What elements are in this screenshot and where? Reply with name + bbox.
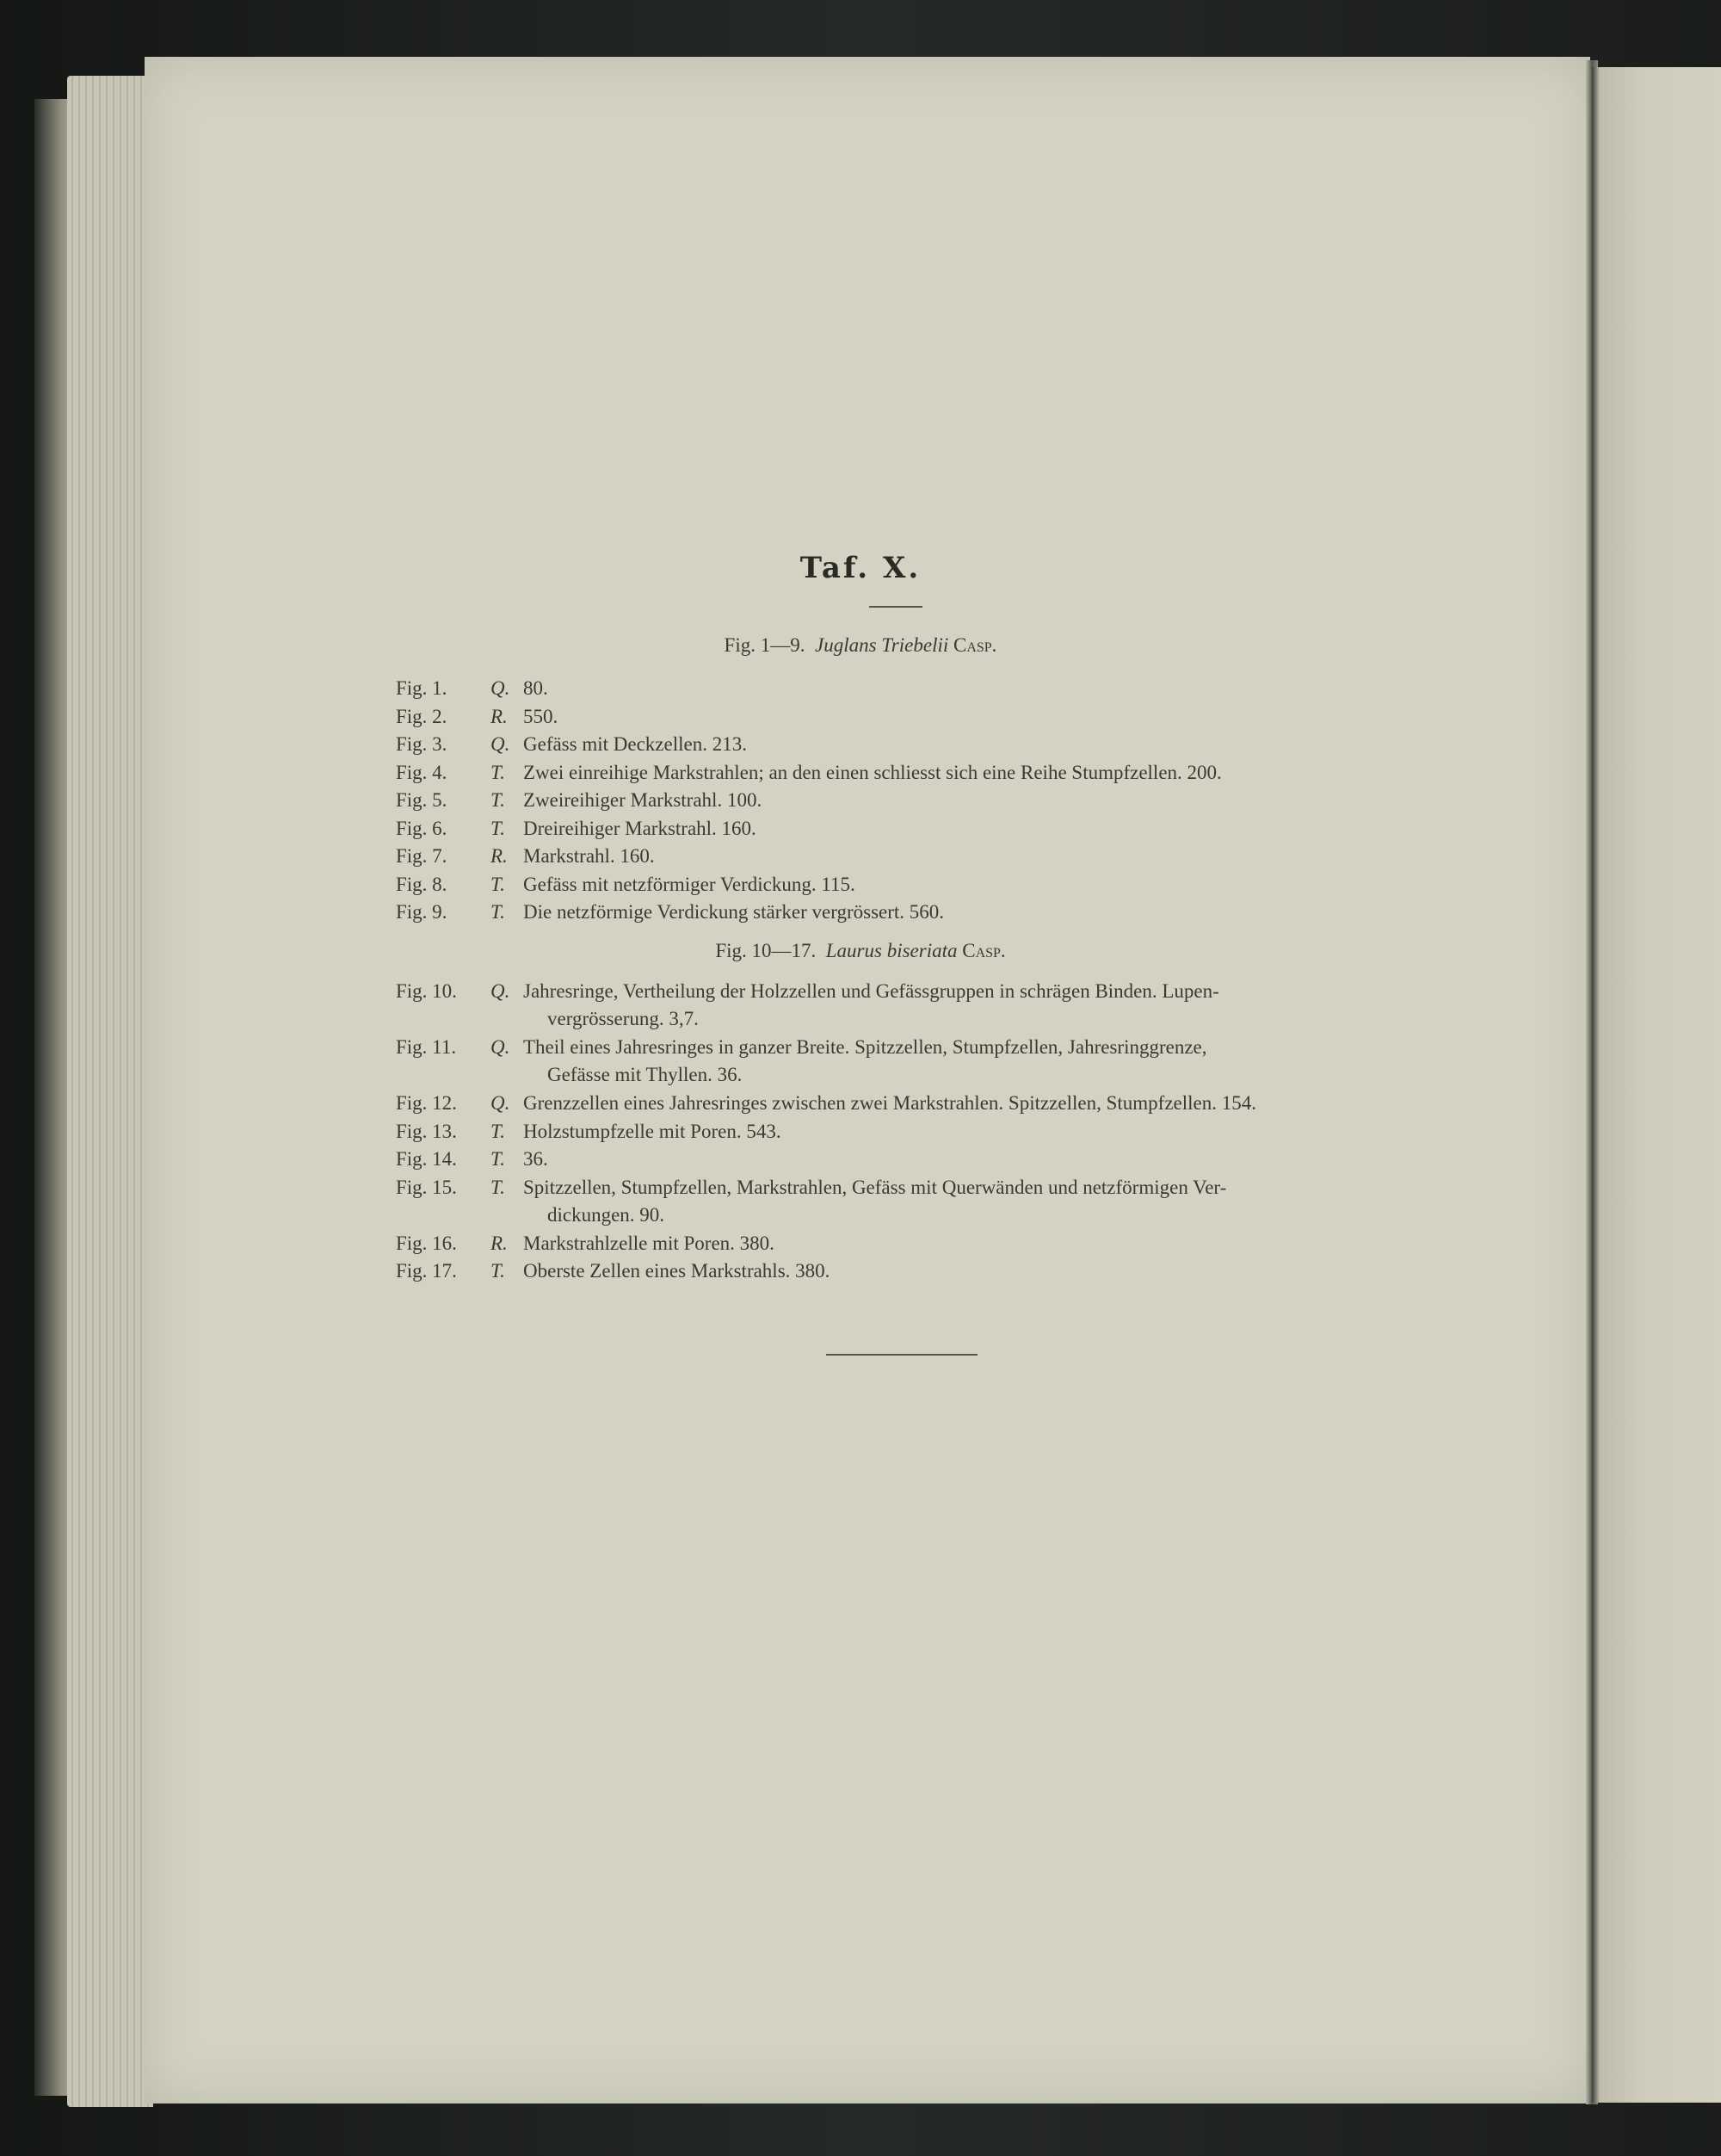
section-type: R. <box>490 845 508 867</box>
description-continuation: dickungen. 90. <box>547 1203 665 1226</box>
description-line: Oberste Zellen eines Markstrahls. 380. <box>523 1260 830 1282</box>
figure-number: Fig. 1. <box>396 677 447 699</box>
heading-figure-range: Fig. 1—9. <box>724 634 805 656</box>
figure-number: Fig. 7. <box>396 845 447 867</box>
section-type: Q. <box>490 1036 510 1058</box>
figure-description <box>523 843 1403 870</box>
figure-number: Fig. 3. <box>396 733 447 755</box>
section-type: Q. <box>490 1092 510 1114</box>
description-continuation: vergrösserung. 3,7. <box>547 1008 699 1029</box>
description-line: Theil eines Jahresringes in ganzer Breite. Spitzzellen, Stumpfzellen, Jahresringgrenze, <box>523 1036 1207 1058</box>
figure-description <box>523 675 1403 702</box>
heading-species: Laurus biseriata <box>825 940 958 961</box>
figure-description <box>523 731 1403 758</box>
section-type: Q. <box>490 733 510 755</box>
section-type: T. <box>490 901 505 923</box>
figure-number: Fig. 12. <box>396 1092 457 1114</box>
closing-rule <box>826 1354 978 1356</box>
figure-number: Fig. 15. <box>396 1176 457 1198</box>
section-type: T. <box>490 817 505 839</box>
description-line: Zweireihiger Markstrahl. 100. <box>523 789 762 811</box>
figure-number: Fig. 9. <box>396 901 447 923</box>
figure-number: Fig. 11. <box>396 1036 457 1058</box>
section-type: T. <box>490 1120 505 1142</box>
figure-description <box>523 703 1403 731</box>
description-line: Holzstumpfzelle mit Poren. 543. <box>523 1120 781 1142</box>
figure-description <box>523 815 1403 843</box>
figure-number: Fig. 8. <box>396 873 447 895</box>
figure-number: Fig. 10. <box>396 980 457 1002</box>
figure-description <box>523 1230 1403 1257</box>
figure-description <box>523 1257 1403 1285</box>
figure-number: Fig. 4. <box>396 761 447 783</box>
figure-number: Fig. 2. <box>396 705 447 727</box>
description-line: Gefäss mit Deckzellen. 213. <box>523 733 747 755</box>
figure-description <box>523 1118 1403 1146</box>
figure-number: Fig. 5. <box>396 789 447 811</box>
title-rule <box>869 606 922 608</box>
description-line: Dreireihiger Markstrahl. 160. <box>523 817 756 839</box>
figure-description <box>523 787 1403 814</box>
description-line: Grenzzellen eines Jahresringes zwischen zwei Markstrahlen. Spitzzellen, Stumpfzellen. 154. <box>523 1092 1256 1114</box>
description-line: Markstrahl. 160. <box>523 845 655 867</box>
section-type: T. <box>490 1260 505 1282</box>
heading-species: Juglans Triebelii <box>814 634 949 656</box>
plate-title: Taf. X. <box>799 551 922 585</box>
description-line: Zwei einreihige Markstrahlen; an den einen schliesst sich eine Reihe Stumpfzellen. 200. <box>523 761 1222 783</box>
section-type: R. <box>490 1232 508 1254</box>
description-continuation: Gefässe mit Thyllen. 36. <box>547 1064 743 1085</box>
figure-number: Fig. 13. <box>396 1120 457 1142</box>
figure-description <box>523 1090 1403 1117</box>
section-type: T. <box>490 1148 505 1170</box>
figure-description <box>523 871 1403 899</box>
facing-page <box>1592 67 1721 2103</box>
figure-number: Fig. 14. <box>396 1148 457 1170</box>
description-line: Die netzförmige Verdickung stärker vergrössert. 560. <box>523 901 945 923</box>
figure-number: Fig. 6. <box>396 817 447 839</box>
group-heading <box>0 940 1721 962</box>
section-type: R. <box>490 705 508 727</box>
figure-description <box>523 899 1403 926</box>
description-line: 36. <box>523 1148 548 1170</box>
description-line: 550. <box>523 705 558 727</box>
section-type: T. <box>490 761 505 783</box>
section-type: T. <box>490 873 505 895</box>
section-type: Q. <box>490 980 510 1002</box>
figure-description <box>523 759 1403 787</box>
heading-author: Casp. <box>962 940 1006 961</box>
description-line: Gefäss mit netzförmiger Verdickung. 115. <box>523 873 855 895</box>
figure-description <box>523 1034 1403 1089</box>
description-line: 80. <box>523 677 548 699</box>
figure-number: Fig. 16. <box>396 1232 457 1254</box>
section-type: Q. <box>490 677 510 699</box>
description-line: Markstrahlzelle mit Poren. 380. <box>523 1232 774 1254</box>
figure-description <box>523 1174 1403 1229</box>
figure-number: Fig. 17. <box>396 1260 457 1282</box>
section-type: T. <box>490 1176 505 1198</box>
description-line: Spitzzellen, Stumpfzellen, Markstrahlen, Gefäss mit Querwänden und netzförmigen Ver- <box>523 1176 1227 1198</box>
group-heading <box>0 634 1721 657</box>
figure-description <box>523 1146 1403 1173</box>
heading-author: Casp. <box>953 634 997 656</box>
description-line: Jahresringe, Vertheilung der Holzzellen und Gefässgruppen in schrägen Binden. Lupen- <box>523 980 1219 1002</box>
heading-figure-range: Fig. 10—17. <box>715 940 817 961</box>
section-type: T. <box>490 789 505 811</box>
figure-description <box>523 978 1403 1033</box>
page-edges <box>67 76 153 2107</box>
